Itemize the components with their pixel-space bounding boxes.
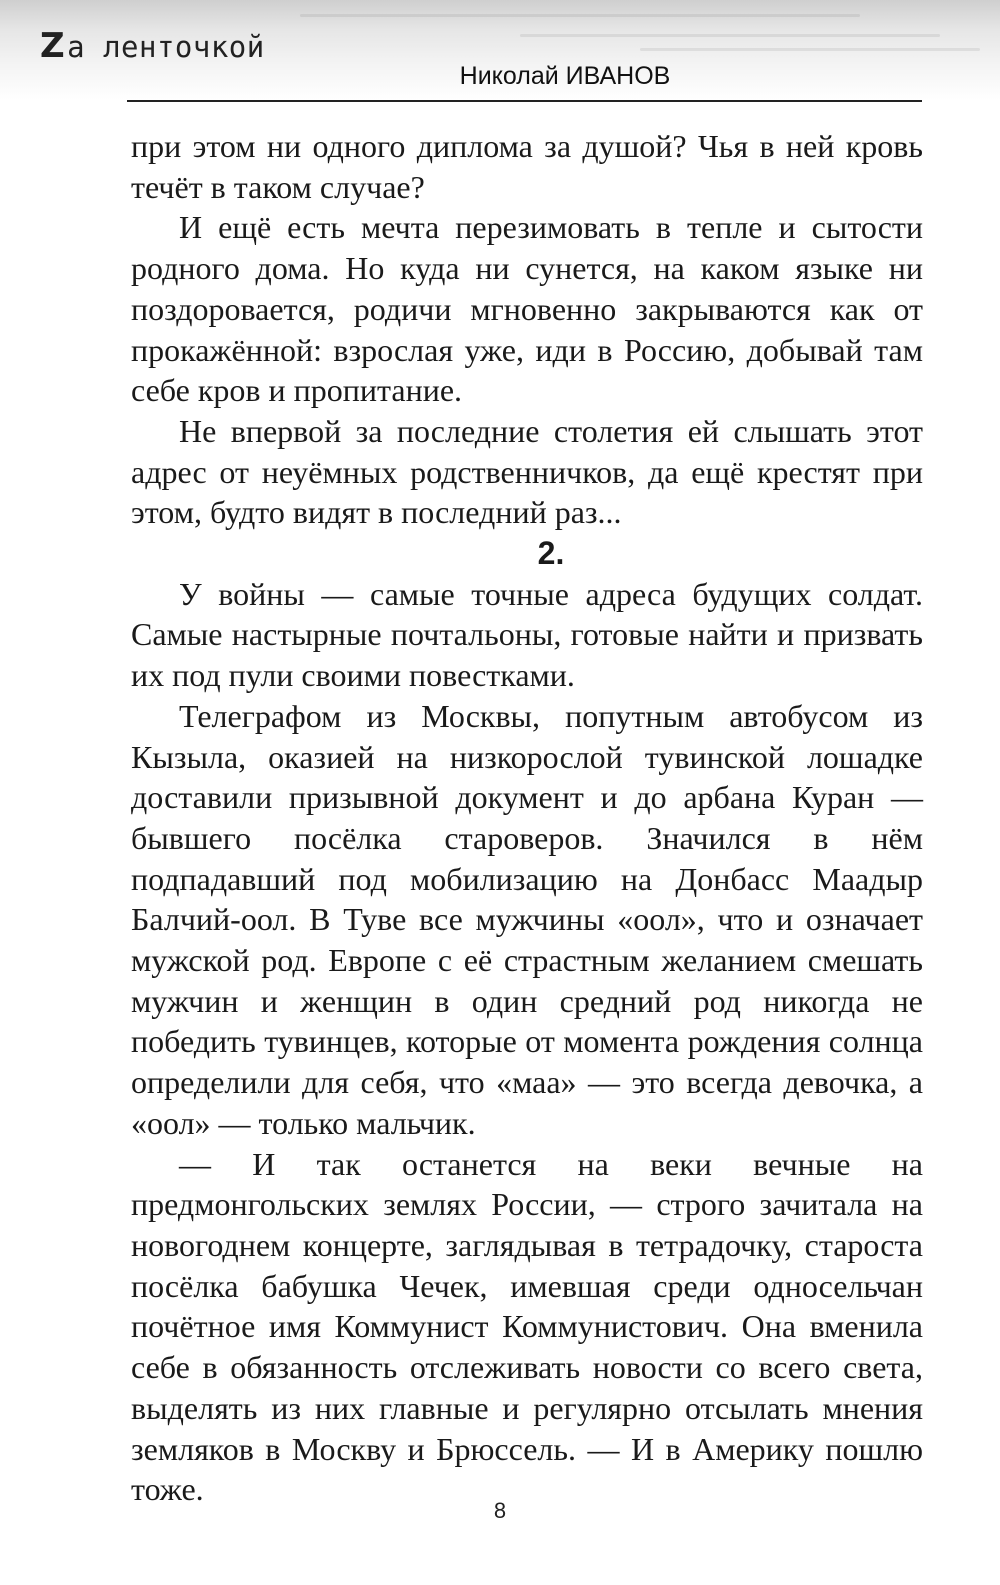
paragraph: Не впервой за последние столетия ей слышать этот адрес от неуёмных родственничков, да ещё крестят при этом, будто видят в последний раз...	[131, 412, 923, 531]
page-number: 8	[493, 1498, 507, 1523]
chapter-heading: 2.	[537, 535, 565, 572]
paragraph: У войны — самые точные адреса будущих солдат. Самые настырные почтальоны, готовые найти и призвать их под пули своими повестками.	[131, 575, 923, 694]
running-head-author: Николай ИВАНОВ	[459, 62, 671, 90]
series-title-rest: а ленточкой	[67, 30, 265, 64]
header-brush-streak	[300, 14, 860, 17]
header-brush-streak	[640, 48, 980, 51]
body-text	[131, 126, 923, 1510]
series-title-initial: Z	[40, 26, 66, 66]
series-title	[40, 26, 265, 66]
paragraph: Телеграфом из Москвы, попутным автобусом из Кызыла, оказией на низкорослой тувинской лошадке доставили призывной документ и до арбана Куран — бывшего посёлка староверов. Значился в нём подпадавший под мобилизацию на Донбасс Маадыр Балчий-оол. В Туве все мужчины «оол», что и означает мужской род. Европе с её страстным желанием смешать мужчин и женщин в один средний род никогда не победить тувинцев, которые от момента рождения солнца определили для себя, что «маа» — это всегда девочка, а «оол» — только мальчик.	[131, 697, 923, 1141]
paragraph: И ещё есть мечта перезимовать в тепле и сытости родного дома. Но куда ни сунется, на каком языке ни поздоровается, родичи мгновенно закрываются как от прокажённой: взрослая уже, иди в Россию, добывай там себе кров и пропитание.	[131, 209, 923, 409]
header-brush-streak	[520, 34, 940, 37]
header-rule	[127, 100, 922, 102]
paragraph: — И так останется на веки вечные на предмонгольских землях России, — строго зачитала на новогоднем концерте, заглядывая в тетрадочку, староста посёлка бабушка Чечек, имевшая среди односельчан почётное имя Коммунист Коммунистович. Она вменила себе в обязанность отслеживать новости со всего света, выделять из них главные и регулярно отсылать мнения земляков в Москву и Брюссель. — И в Америку пошлю тоже.	[131, 1145, 923, 1508]
paragraph: при этом ни одного диплома за душой? Чья в ней кровь течёт в таком случае?	[131, 128, 923, 205]
